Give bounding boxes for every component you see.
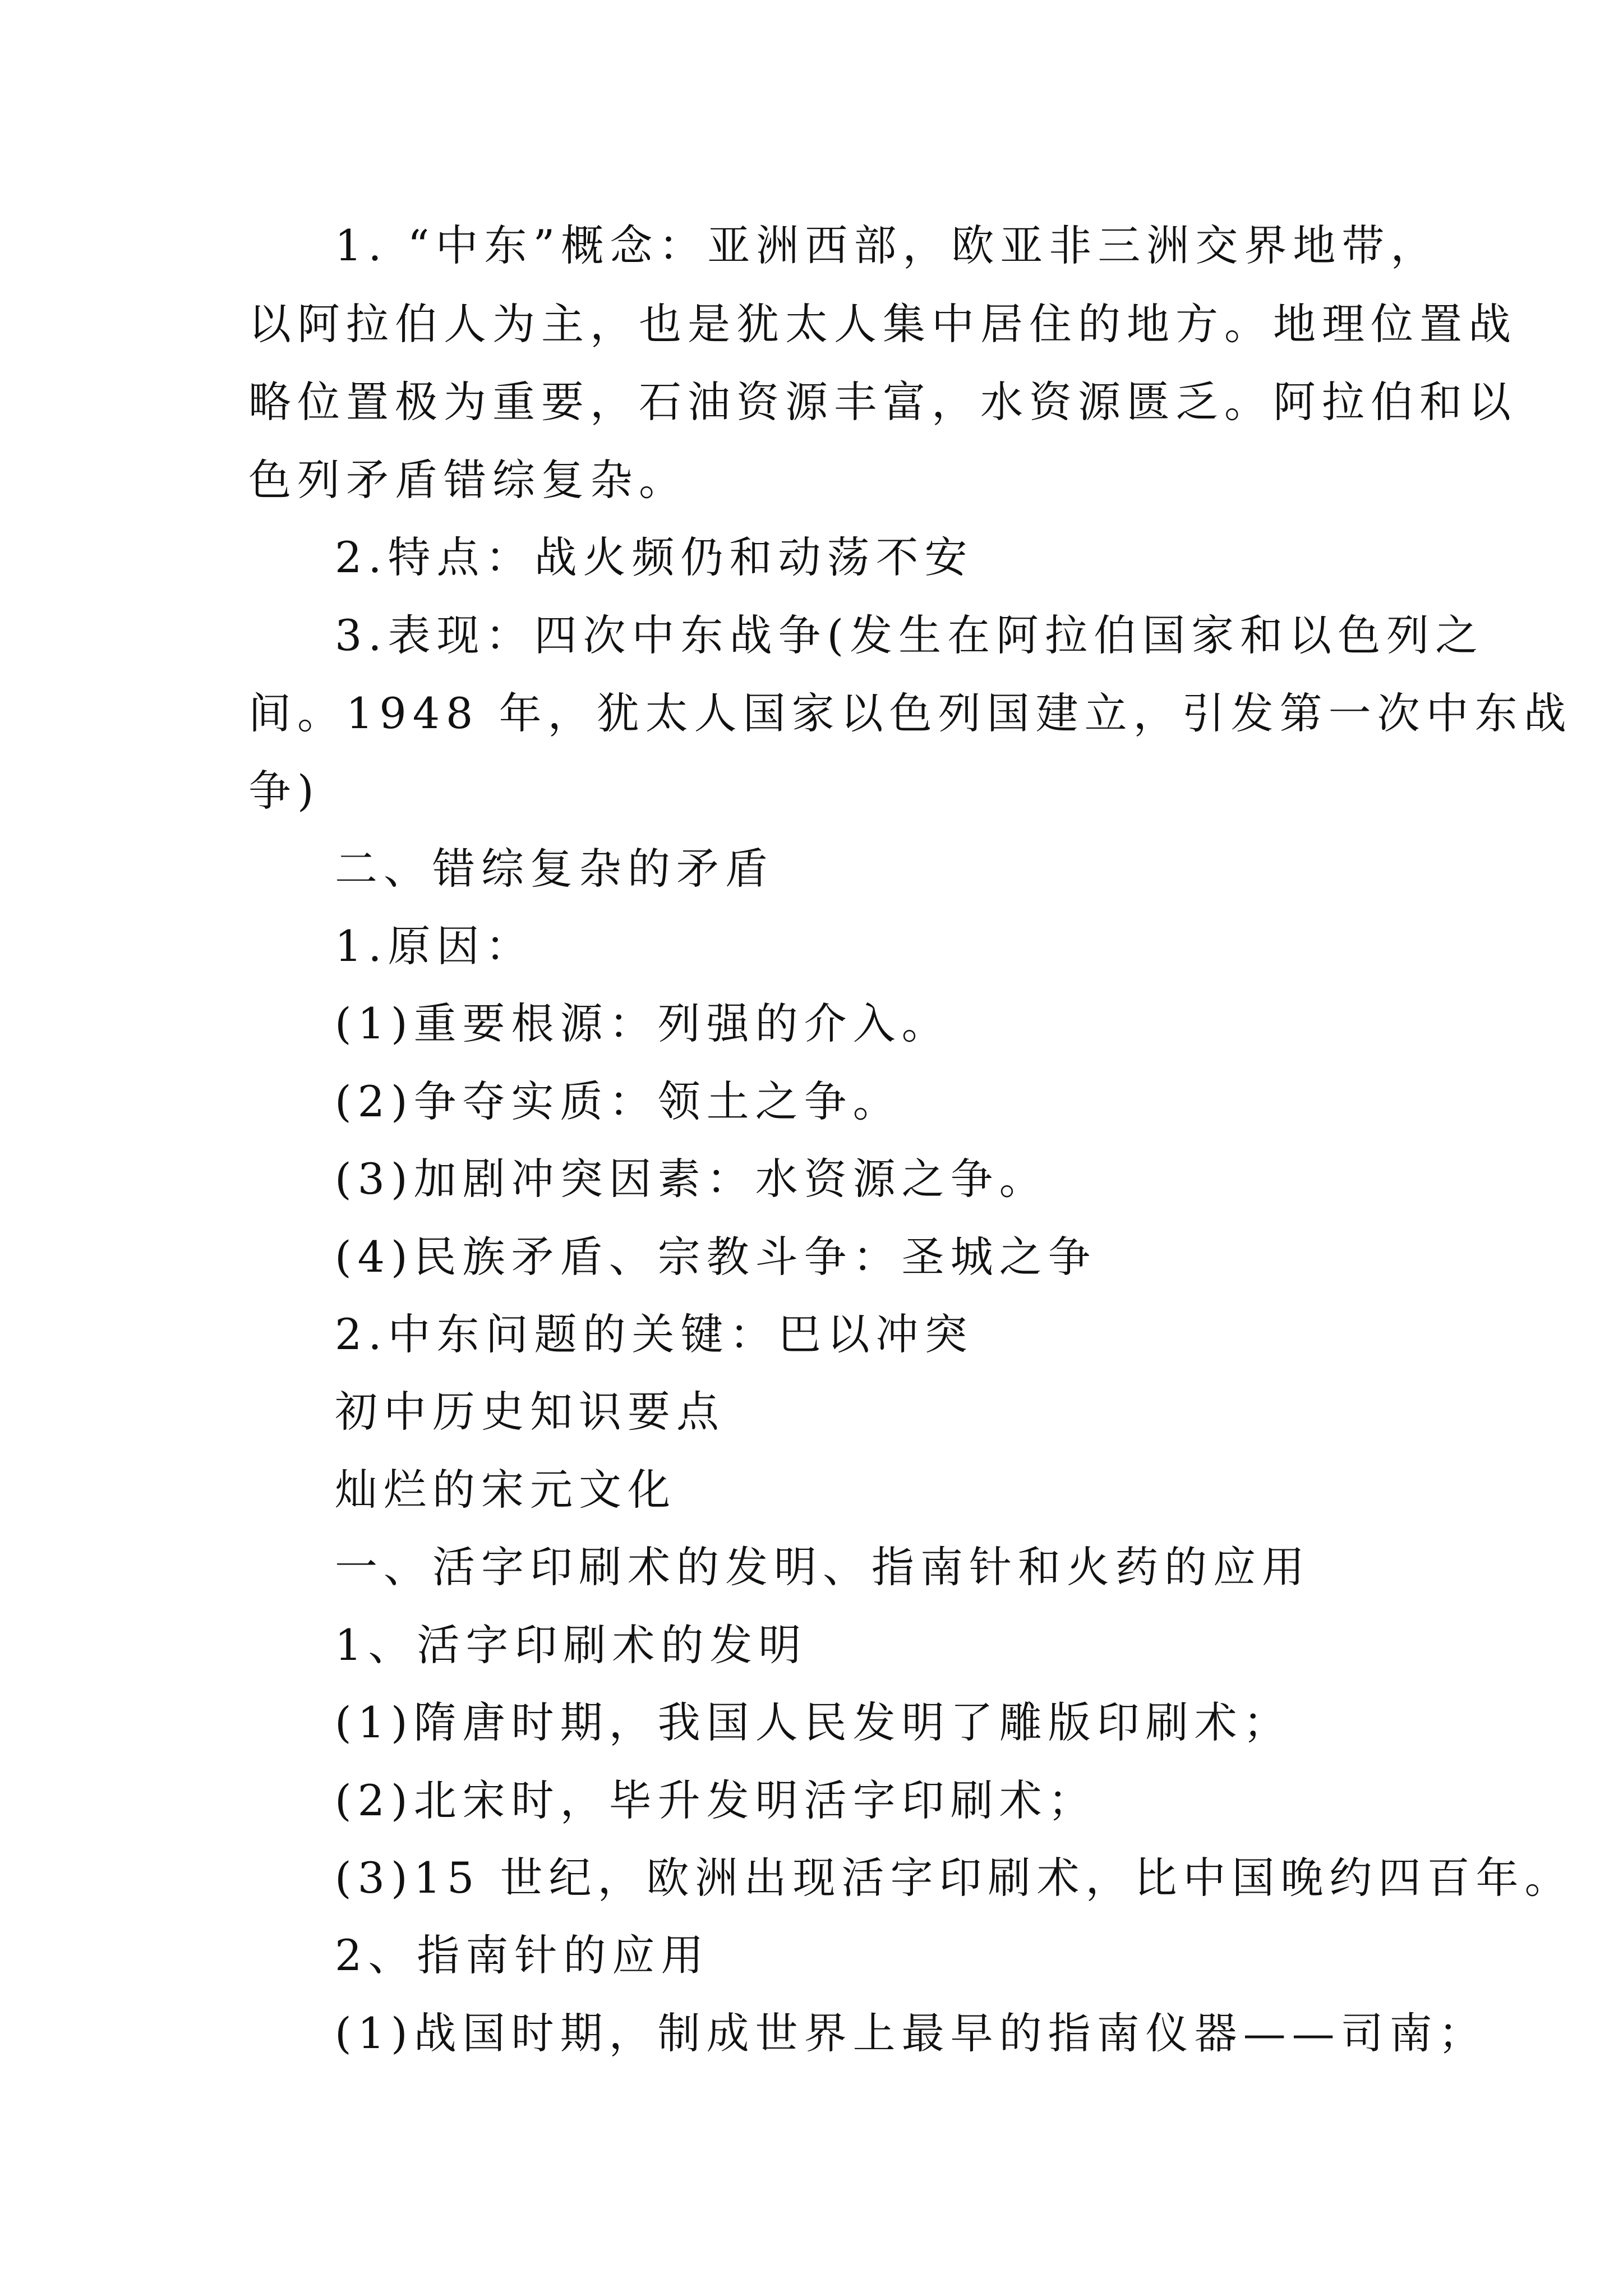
section-heading: 灿烂的宋元文化	[335, 1465, 676, 1515]
text-line: (2)北宋时，毕升发明活字印刷术；	[335, 1775, 1097, 1825]
text-line: 间。1948 年，犹太人国家以色列国建立，引发第一次中东战	[248, 688, 1573, 738]
text-line: 3.表现：四次中东战争(发生在阿拉伯国家和以色列之	[335, 610, 1484, 660]
text-line: 1.原因：	[335, 921, 534, 971]
text-line: 色列矛盾错综复杂。	[248, 455, 688, 505]
text-line: (4)民族矛盾、宗教斗争：圣城之争	[335, 1232, 1097, 1282]
text-line: (1)隋唐时期，我国人民发明了雕版印刷术；	[335, 1697, 1292, 1747]
section-heading: 一、活字印刷术的发明、指南针和火药的应用	[335, 1542, 1311, 1592]
section-heading: 初中历史知识要点	[335, 1387, 725, 1437]
text-line: (1)战国时期，制成世界上最早的指南仪器——司南；	[335, 2008, 1487, 2058]
text-line: (3)加剧冲突因素：水资源之争。	[335, 1154, 1048, 1204]
section-heading: 二、错综复杂的矛盾	[335, 844, 774, 894]
text-line: 1. “中东”概念：亚洲西部，欧亚非三洲交界地带，	[335, 220, 1440, 270]
section-heading: 2、指南针的应用	[335, 1930, 710, 1980]
text-line: 2.中东问题的关键：巴以冲突	[335, 1309, 974, 1359]
text-line: 争)	[248, 766, 320, 816]
text-line: (2)争夺实质：领土之争。	[335, 1076, 902, 1126]
text-line: 以阿拉伯人为主，也是犹太人集中居住的地方。地理位置战	[248, 299, 1517, 349]
text-line: 略位置极为重要，石油资源丰富，水资源匮乏。阿拉伯和以	[248, 377, 1517, 427]
section-heading: 1、活字印刷术的发明	[335, 1620, 808, 1670]
text-line: (3)15 世纪，欧洲出现活字印刷术，比中国晚约四百年。	[335, 1853, 1574, 1903]
text-line: (1)重要根源：列强的介入。	[335, 999, 951, 1048]
text-line: 2.特点：战火频仍和动荡不安	[335, 532, 974, 582]
